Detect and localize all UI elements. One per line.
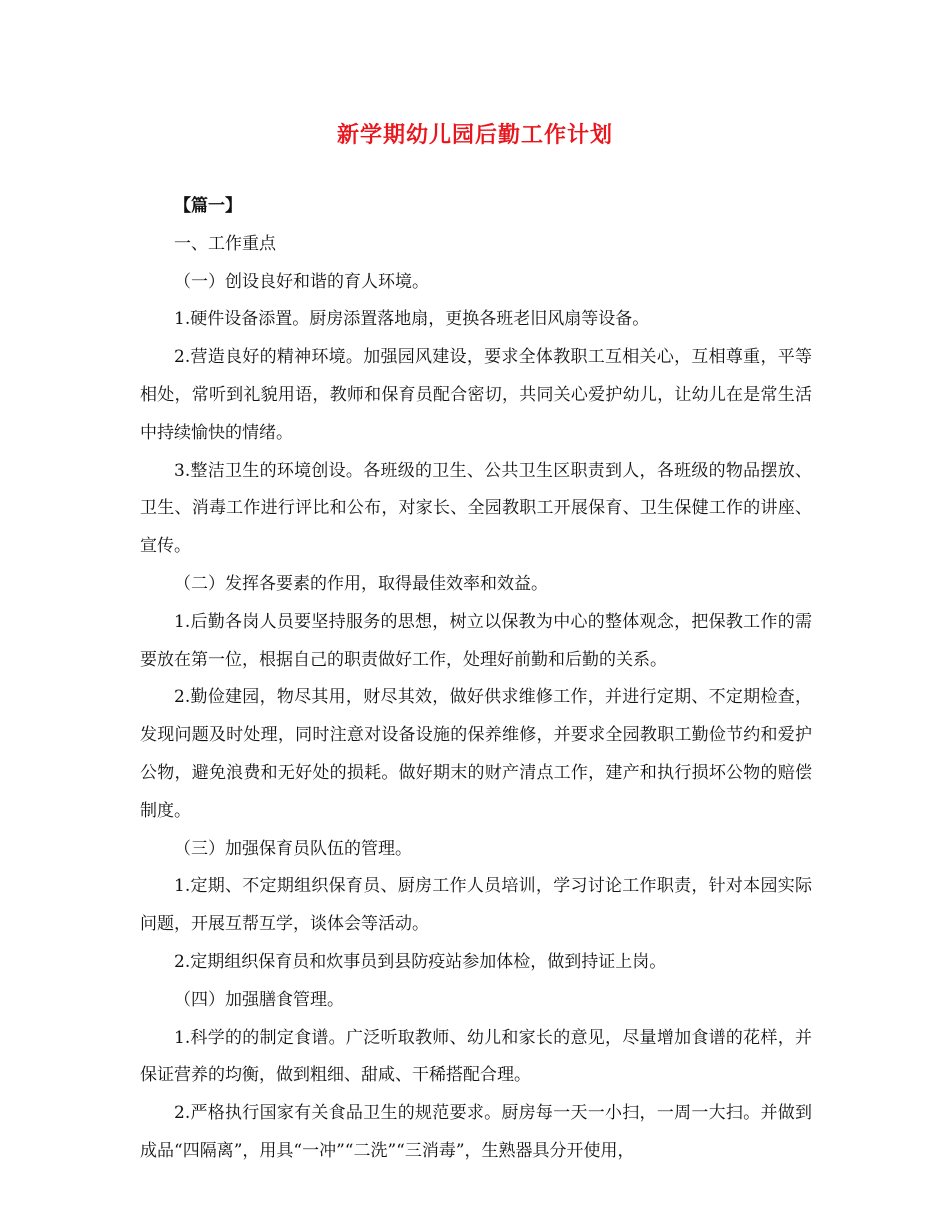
subheading-2: （二）发挥各要素的作用，取得最佳效率和效益。 [174,573,548,594]
paragraph: 3.整洁卫生的环境创设。各班级的卫生、公共卫生区职责到人，各班级的物品摆放、卫生、消毒工作进行评比和公布，对家长、全园教职工开展保育、卫生保健工作的讲座、宣传。 [140,460,812,557]
paragraph: 1.科学的的制定食谱。广泛听取教师、幼儿和家长的意见，尽量增加食谱的花样，并保证营养的均衡，做到粗细、甜咸、干稀搭配合理。 [140,1027,812,1086]
subheading-3: （三）加强保育员队伍的管理。 [174,838,412,859]
subheading-4: （四）加强膳食管理。 [174,989,344,1010]
document-body [140,188,812,1171]
paragraph: 1.硬件设备添置。厨房添置落地扇，更换各班老旧风扇等设备。 [174,309,650,330]
paragraph: 2.营造良好的精神环境。加强园风建设，要求全体教职工互相关心，互相尊重，平等相处，常听到礼貌用语，教师和保育员配合密切，共同关心爱护幼儿，让幼儿在是常生活中持续愉快的情绪。 [140,347,812,443]
paragraph: 2.定期组织保育员和炊事员到县防疫站参加体检，做到持证上岗。 [174,951,667,972]
section-tag: 【篇一】 [174,196,242,216]
document-title: 新学期幼儿园后勤工作计划 [336,123,613,148]
heading-work-focus: 一、工作重点 [174,233,276,254]
paragraph: 1.定期、不定期组织保育员、厨房工作人员培训，学习讨论工作职责，针对本园实际问题，开展互帮互学，谈体会等活动。 [140,876,812,935]
subheading-1: （一）创设良好和谐的育人环境。 [174,271,429,292]
paragraph: 1.后勤各岗人员要坚持服务的思想，树立以保教为中心的整体观念，把保教工作的需要放在第一位，根据自己的职责做好工作，处理好前勤和后勤的关系。 [140,611,812,670]
paragraph: 2.严格执行国家有关食品卫生的规范要求。厨房每一天一小扫，一周一大扫。并做到成品“四隔离”，用具“一冲”“二洗”“三消毒”，生熟器具分开使用， [140,1103,812,1161]
paragraph: 2.勤俭建园，物尽其用，财尽其效，做好供求维修工作，并进行定期、不定期检查，发现问题及时处理，同时注意对设备设施的保养维修，并要求全园教职工勤俭节约和爱护公物，避免浪费和无好处的损耗。做好期末的财产清点工作，建产和执行损坏公物的赔偿制度。 [140,687,812,821]
